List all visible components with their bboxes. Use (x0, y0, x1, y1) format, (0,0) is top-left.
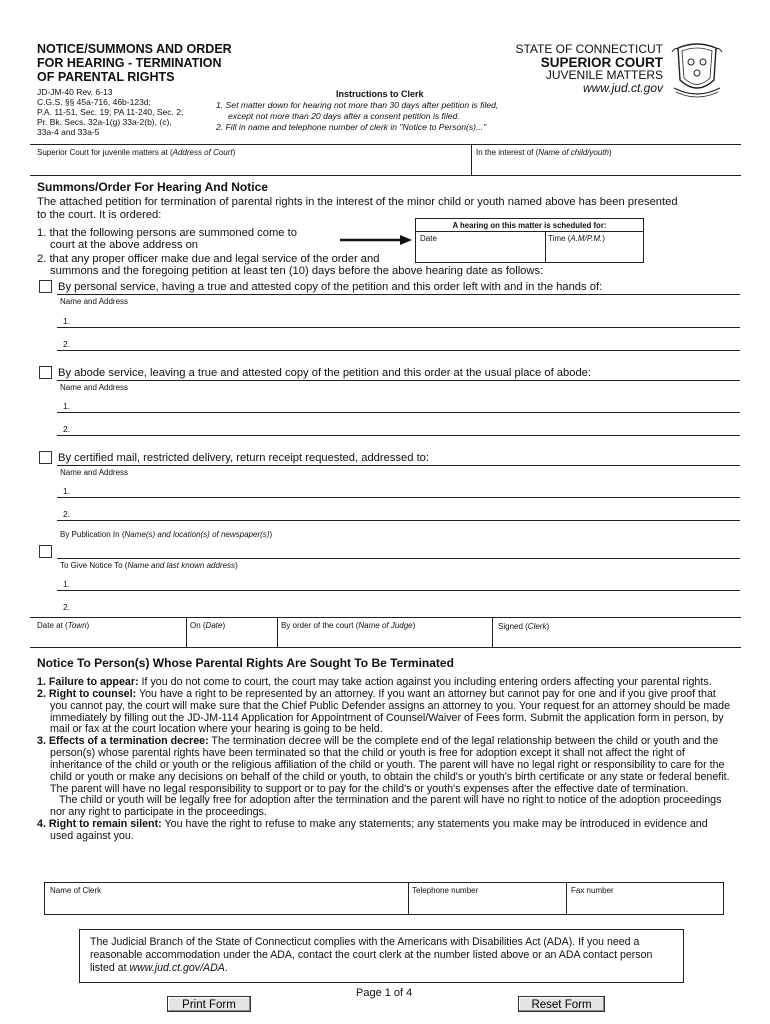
summons-item-1: 1. that the following persons are summoned come to court at the above address on (37, 227, 297, 251)
personal-name-address-label: Name and Address (60, 297, 129, 306)
certified-address-2-field[interactable] (57, 520, 740, 521)
reset-form-button[interactable]: Reset Form (518, 996, 605, 1012)
arrow-right-icon (340, 234, 412, 246)
date-at-town-field[interactable]: Date at (Town) (37, 621, 90, 630)
clerk-fax-field[interactable]: Fax number (571, 886, 614, 895)
clerk-phone-field[interactable]: Telephone number (412, 886, 479, 895)
certified-address-1-field[interactable] (57, 497, 740, 498)
form-citation: JD-JM-40 Rev. 6-13 C.G.S. §§ 45a-716, 46b-123d; P.A. 11-51, Sec. 19; PA 11-240, Sec. 2; Pr. Bk. Secs. 32a-1(g) 33a-2(b), (c), 33a-4 and 33a-5 (37, 87, 184, 137)
summons-heading: Summons/Order For Hearing And Notice (37, 180, 268, 194)
form-title: NOTICE/SUMMONS AND ORDER FOR HEARING - TERMINATION OF PARENTAL RIGHTS (37, 42, 232, 84)
court-header: STATE OF CONNECTICUT SUPERIOR COURT JUVENILE MATTERS www.jud.ct.gov (515, 42, 663, 95)
personal-address-1-field[interactable] (57, 327, 740, 328)
clerk-info-box (44, 882, 724, 915)
hearing-schedule-box: A hearing on this matter is scheduled for: (415, 218, 644, 263)
abode-name-address-label: Name and Address (60, 383, 129, 392)
instructions-title: Instructions to Clerk (336, 89, 424, 99)
judge-name-field[interactable]: By order of the court (Name of Judge) (281, 621, 416, 630)
personal-service-checkbox[interactable] (39, 280, 52, 293)
print-form-button[interactable]: Print Form (167, 996, 251, 1012)
abode-service-label: By abode service, leaving a true and attested copy of the petition and this order at the usual place of abode: (58, 367, 592, 379)
abode-service-checkbox[interactable] (39, 366, 52, 379)
ada-notice: The Judicial Branch of the State of Connecticut complies with the Americans with Disabilities Act (ADA). If you need a reasonable accommodation under the ADA, contact the court clerk at the number listed above or an ADA contact person listed at www.jud.ct.gov/ADA. (79, 929, 684, 983)
notice-to-1-field[interactable] (57, 590, 740, 591)
child-name-field[interactable]: In the interest of (Name of child/youth) (476, 148, 612, 157)
publication-field[interactable]: By Publication In (Name(s) and location(s) of newspaper(s)) (60, 530, 273, 539)
personal-service-label: By personal service, having a true and attested copy of the petition and this order left with and in the hands of: (58, 281, 603, 293)
hearing-date-field[interactable]: Date (420, 234, 437, 243)
notice-to-label: To Give Notice To (Name and last known address) (60, 561, 238, 570)
clerk-name-field[interactable]: Name of Clerk (50, 886, 102, 895)
notice-heading: Notice To Person(s) Whose Parental Rights Are Sought To Be Terminated (37, 656, 454, 670)
abode-address-2-field[interactable] (57, 435, 740, 436)
order-date-field[interactable]: On (Date) (190, 621, 226, 630)
website-link: www.jud.ct.gov (582, 81, 663, 95)
clerk-signature-field[interactable]: Signed (Clerk) (498, 622, 550, 631)
ada-link[interactable]: www.jud.ct.gov/ADA (129, 962, 225, 974)
hearing-time-field[interactable]: Time (A.M/P.M.) (548, 234, 605, 243)
notice-body: 1. Failure to appear: If you do not come to court, the court may take action against you including entering orders affecting your parental rights. 2. Right to counsel: You have a right to be represented by an attorney. If you want an attorney but cannot pay for one and if you give proof that you cannot pay, the court will make sure that the Chief Public Defender assigns an attorney to you. Your request for an attorney should be made immediately by filling out the JD-JM-114 Application for Appointment of Counsel/Waiver of Fees form. Submit the application form in person, by mail or fax at the court location where your hearing is going to be held. 3. Effects of a termination decree: The termination decree will be the complete end of the legal relationship between the child or youth and the person(s) whose parental rights have been terminated so that the child or youth is free for adoption except it shall not affect the right of inheritance of the child or youth or the religious affiliation of the child or youth. The parent will have no legal right or responsibility to care for the child or youth or make any decisions on behalf of the child or youth, to obtain the child's or youth's birth certificate or any state or federal benefit. The parent will have no legal responsibility to support or to pay for the child's or youth's expenses after the effective date of termination. The child or youth will be legally free for adoption after the termination and the parent will have no right to notice of the adoption proceedings nor any right to participate in the proceedings. 4. Right to remain silent: You have the right to refuse to make any statements; any statements you make may be introduced in evidence and used against you. (37, 676, 731, 842)
certified-name-address-label: Name and Address (60, 468, 129, 477)
personal-address-2-field[interactable] (57, 350, 740, 351)
clerk-instructions: 1. Set matter down for hearing not more than 30 days after petition is filed, except not more than 20 days after a consent petition is filed. 2. Fill in name and telephone number of clerk in "Notice to Person(s)..." (216, 100, 499, 132)
summons-intro: The attached petition for termination of parental rights in the interest of the minor child or youth named above has been presented to the court. It is ordered: (37, 196, 678, 221)
page-number: Page 1 of 4 (356, 987, 413, 999)
certified-mail-label: By certified mail, restricted delivery, return receipt requested, addressed to: (58, 452, 430, 464)
summons-item-2: 2. that any proper officer make due and legal service of the order and summons and the foregoing petition at least ten (10) days before the above hearing date as follows: (37, 253, 544, 277)
certified-mail-checkbox[interactable] (39, 451, 52, 464)
abode-address-1-field[interactable] (57, 412, 740, 413)
court-address-field[interactable]: Superior Court for juvenile matters at (Address of Court) (37, 148, 236, 157)
publication-checkbox[interactable] (39, 545, 52, 558)
state-seal-icon (670, 38, 724, 100)
